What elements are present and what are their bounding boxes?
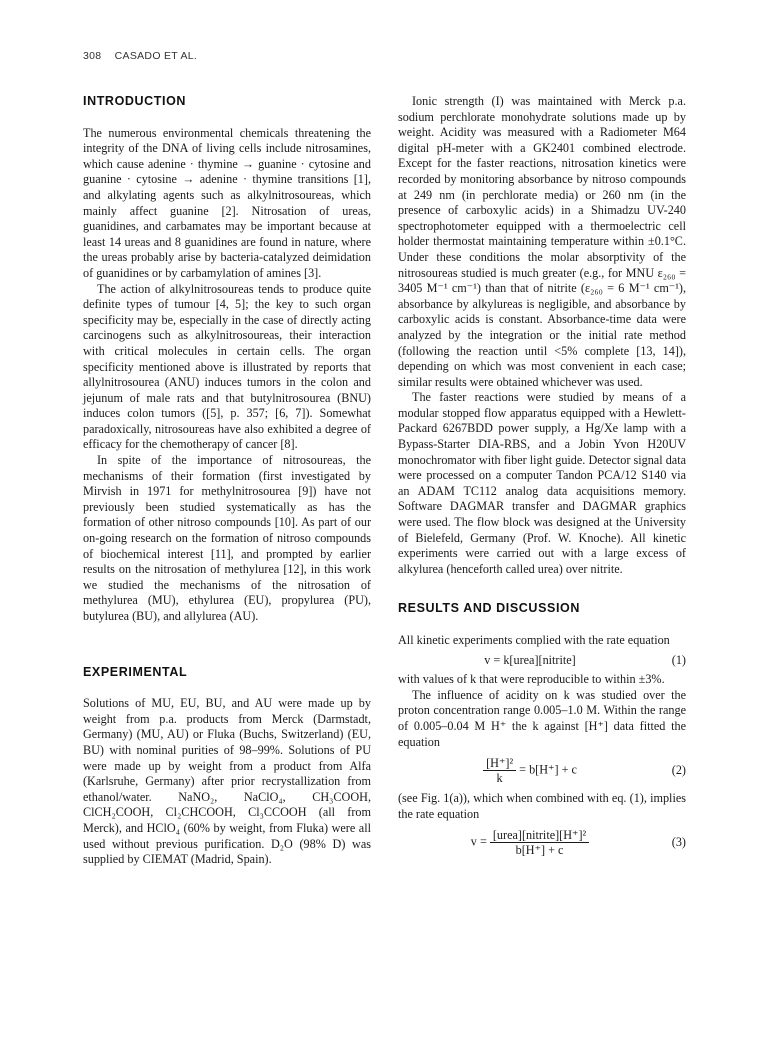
equation-1-number: (1): [671, 652, 686, 667]
equation-2: [398, 756, 686, 785]
equation-1-body: v = k[urea][nitrite]: [484, 652, 576, 667]
introduction-heading: INTRODUCTION: [83, 94, 187, 108]
equation-3-number: (3): [671, 835, 686, 850]
equation-2-numerator: [H⁺]²: [483, 756, 516, 771]
intro-paragraph-2: The action of alkylnitrosoureas tends to produce quite definite types of tumour [4, 5]; the key to such organ specificity may be, especially in the case of directly acting carcinogens such as alkylnitrosoureas, their interaction with critical molecules in certain cells. The organ specificity mentioned above is illustrated by reports that allylnitrosourea (ANU) induces tumors in the colon and jejunum of male rats and that butylnitrosourea (BNU) induces colon tumors ([5], p. 357; [6, 7]). Somewhat paradoxically, nitrosoureas have also exhibited a degree of efficacy for the chemotherapy of cancer [8].: [83, 281, 371, 452]
equation-2-denominator: k: [496, 771, 503, 786]
equation-2-fraction: [483, 756, 516, 785]
equation-1: [398, 653, 686, 669]
equation-3-lhs: v =: [470, 834, 487, 849]
experimental-paragraph-1: Solutions of MU, EU, BU, and AU were made up by weight from p.a. products from Merck (Darmstadt, Germany) (MU, AU) or Fluka (Buchs, Switzerland) (EU, BU) with nominal purities of 98–99%. Solutions of PU were made up by weight from a product from Alfa (Karlsruhe, Germany) after prior recrystallization from ethanol/water. NaNO₂, NaClO₄, CH₃COOH, ClCH₂COOH, Cl₂CHCOOH, Cl₃CCOOH (all from Merck), and HClO₄ (60% by weight, from Fluka) were all used without previous purification. D₂O (98% D) was supplied by CIEMAT (Madrid, Spain).: [83, 696, 371, 867]
page-number: 308: [83, 50, 102, 62]
intro-paragraph-1: The numerous environmental chemicals threatening the integrity of the DNA of living cells include nitrosamines, which cause adenine · thymine → guanine · cytosine and guanine · cytosine → adenine · thymine transitions [1], and alkylating agents such as alkylnitrosoureas, which mainly affect guanine [2]. Nitrosation of ureas, guanidines, and carbamates may be important because at least 14 ureas and 8 guanidines are found in nature, where the ureas probably arise by bacteria-catalyzed deimidation of guanidines or by carbamylation of amines [3].: [83, 125, 371, 280]
experimental-heading: EXPERIMENTAL: [83, 664, 188, 679]
right-column: [398, 94, 686, 863]
equation-2-rhs: = b[H⁺] + c: [519, 762, 577, 777]
results-paragraph-1: All kinetic experiments complied with the rate equation: [398, 633, 670, 647]
equation-3-numerator: [urea][nitrite][H⁺]²: [490, 828, 589, 843]
equation-3-fraction: [490, 828, 589, 857]
results-paragraph-2: with values of k that were reproducible to within ±3%.: [398, 672, 665, 687]
equation-3-denominator: b[H⁺] + c: [515, 843, 564, 858]
experimental-paragraph-3: The faster reactions were studied by means of a modular stopped flow apparatus equipped with a Hewlett-Packard 6267BDD power supply, a Hg/Xe lamp with a Bypass-Starter DIA-RBS, and a Jobin Yvon H20UV monochromator with fiber light guide. Detector signal data were processed on a computer Tandon PCA/12 S140 via an ADAM TC112 analog data acquisitions memory. Software DAGMAR transfer and DAGMAR graphics were used. The flow block was designed at the University of Bielefeld, Germany (Prof. W. Knoche). All kinetic experiments were carried out with a large excess of alkylurea (henceforth called urea) over nitrite.: [398, 390, 686, 576]
intro-paragraph-3: In spite of the importance of nitrosoureas, the mechanisms of their formation (first investigated by Mirvish in 1971 for methylnitrosourea [9]) have not previously been studied systematically as has the formation of other nitroso compounds [10]. As part of our on-going research on the formation of nitroso compounds of biochemical interest [11], and prompted by earlier results on the nitrosation of methylurea [12], in this work we studied the mechanisms of the nitrosation of methylurea (MU), ethylurea (EU), propylurea (PU), butylurea (BU), and allylurea (AU).: [83, 453, 371, 623]
experimental-paragraph-2: Ionic strength (I) was maintained with Merck p.a. sodium perchlorate monohydrate solutions made up by weight. Acidity was measured with a Radiometer M64 digital pH-meter with a GK2401 combined electrode. Except for the faster reactions, nitrosation kinetics were recorded by monitoring absorbance by nitroso compounds at 249 nm (in perchlorate media) or 260 nm (in the presence of carboxylic acids) in a Shimadzu UV-240 spectrophotometer equipped with a thermoelectric cell holder thermostat maintaining temperature within ±0.1°C. Under these conditions the molar absorptivity of the nitrosoureas studied is much greater (e.g., for MNU ε₂₆₀ = 3405 M⁻¹ cm⁻¹) than that of nitrite (ε₂₆₀ = 6 M⁻¹ cm⁻¹), absorbance by alkylureas is negligible, and absorbance by carboxylic acids is constant. Absorbance-time data were analyzed by the integration or the initial rate method (following the reaction until <5% complete [13, 14]), depending on which was most convenient in each case; similar results were obtained whichever was used.: [398, 94, 686, 389]
results-paragraph-3: The influence of acidity on k was studied over the proton concentration range 0.005–1.0 M. Within the range of 0.005–0.04 M H⁺ the k against [H⁺] data fitted the equation: [398, 687, 686, 749]
left-column: [83, 94, 371, 868]
running-title: CASADO ET AL.: [114, 50, 198, 62]
results-paragraph-4: (see Fig. 1(a)), which when combined with eq. (1), implies the rate equation: [398, 791, 686, 821]
results-heading: RESULTS AND DISCUSSION: [398, 601, 580, 616]
equation-3: [398, 828, 686, 857]
equation-2-number: (2): [671, 762, 686, 777]
running-head: [83, 50, 197, 62]
